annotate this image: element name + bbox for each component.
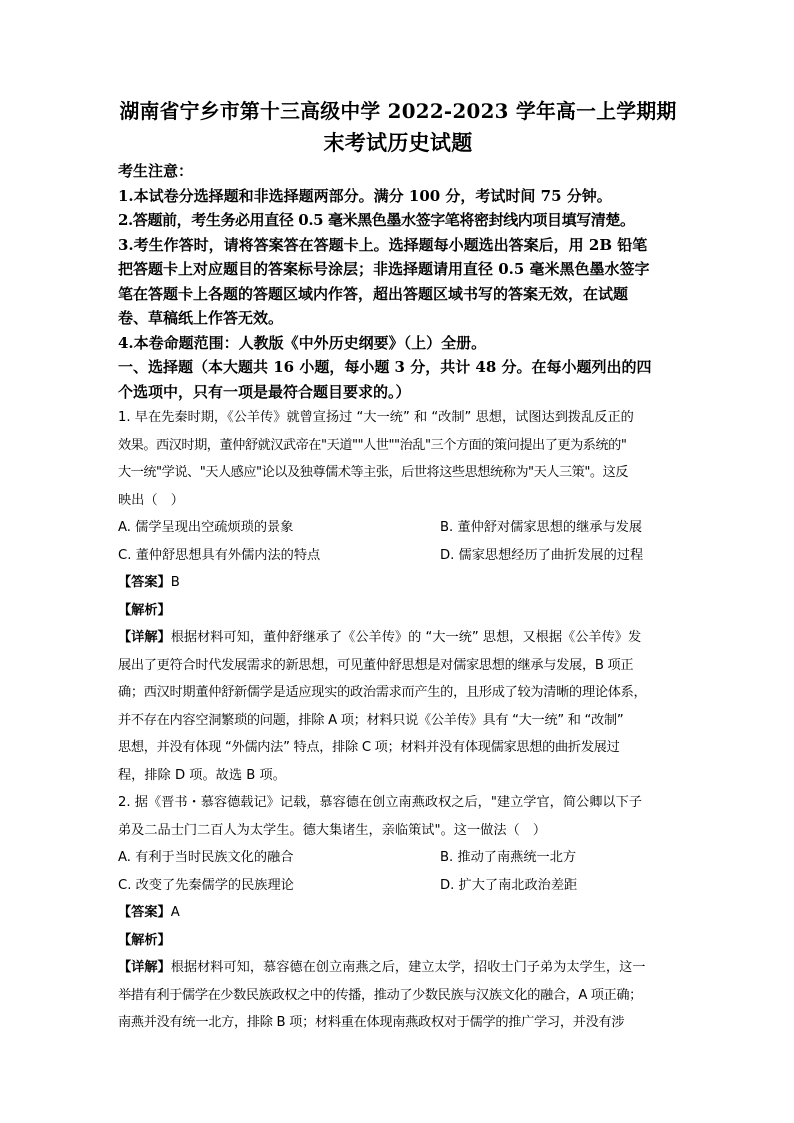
question-1-stem [118, 404, 678, 514]
option-d: D. 儒家思想经历了曲折发展的过程 [440, 547, 644, 563]
question-1-explanation [118, 624, 678, 789]
answer-line [118, 899, 678, 927]
notice-line: 2.答题前，考生务必用直径 0.5 毫米黑色墨水签字笔将密封线内项目填写清楚。 [118, 211, 635, 229]
notice-heading: 考生注意： [118, 162, 194, 180]
section-heading: 一、选择题（本大题共 16 小题，每小题 3 分，共计 48 分。在每小题列出的四 [118, 358, 652, 376]
explanation-line: 举措有利于儒学在少数民族政权之中的传播，推动了少数民族与汉族文化的融合，A 项正确； [118, 987, 642, 1003]
explanation-line: 程，排除 D 项。故选 B 项。 [118, 767, 286, 783]
explanation-line: 确；西汉时期董仲舒新儒学是适应现实的政治需求而产生的，且形成了较为清晰的理论体系， [118, 685, 647, 700]
option-b: B. 董仲舒对儒家思想的继承与发展 [440, 520, 643, 535]
option-a: A. 有利于当时民族文化的融合 [118, 850, 294, 865]
notice-line: 笔在答题卡上各题的答题区域内作答，超出答题区域书写的答案无效，在试题 [118, 284, 629, 303]
option-b: B. 推动了南燕统一北方 [440, 850, 577, 865]
exam-title [118, 95, 678, 159]
explanation-line: 并不存在内容空洞繁琐的问题，排除 A 项；材料只说《公羊传》具有 “大一统” 和 “改制” [118, 712, 624, 728]
explanation-line: 思想，并没有体现 “外儒内法” 特点，排除 C 项；材料并没有体现儒家思想的曲折发展过 [118, 740, 620, 755]
explanation-line: 展出了更符合时代发展需求的新思想，可见董仲舒思想是对儒家思想的继承与发展，B 项正 [118, 657, 634, 673]
question-2-explanation [118, 954, 678, 1037]
option-row [118, 844, 678, 872]
answer-value: B [170, 575, 180, 590]
section-heading: 个选项中，只有一项是最符合题目要求的。） [118, 382, 411, 401]
question-2-options [118, 844, 678, 899]
detail-tag: 【详解】 [118, 630, 171, 645]
exam-content [118, 95, 678, 1037]
explanation-line [118, 624, 678, 652]
question-line: 2. 据《晋书・慕容德载记》记载，慕容德在创立南燕政权之后，"建立学官，简公卿以下子 [118, 795, 642, 810]
explanation-text: 根据材料可知，董仲舒继承了《公羊传》的 “大一统” 思想，又根据《公羊传》发 [170, 630, 642, 645]
option-d: D. 扩大了南北政治差距 [440, 877, 578, 893]
detail-tag: 【详解】 [118, 960, 171, 975]
question-1-options [118, 514, 678, 569]
analysis-tag: 【解析】 [118, 602, 171, 618]
option-c: C. 改变了先秦儒学的民族理论 [118, 877, 294, 893]
notice-line: 3.考生作答时，请将答案答在答题卡上。选择题每小题选出答案后，用 2B 铅笔 [118, 235, 648, 254]
notice-line: 卷、草稿纸上作答无效。 [118, 309, 284, 327]
analysis-tag: 【解析】 [118, 932, 171, 948]
question-2-stem [118, 789, 678, 844]
question-line: 1. 早在先秦时期，《公羊传》就曾宣扬过 “大一统” 和 “改制” 思想，试图达到拨乱反正的 [118, 410, 634, 425]
answer-line [118, 569, 678, 597]
exam-title-line-1: 湖南省宁乡市第十三高级中学 2022-2023 学年高一上学期期 [119, 99, 677, 123]
option-row [118, 872, 678, 900]
candidate-notice [118, 159, 678, 404]
question-line: 大一统"学说、"天人感应"论以及独尊儒术等主张，后世将这些思想统称为"天人三策"。这反 [118, 465, 628, 480]
answer-tag: 【答案】 [118, 575, 171, 590]
option-row [118, 542, 678, 570]
explanation-text: 根据材料可知，慕容德在创立南燕之后，建立太学，招收士门子弟为太学生，这一 [170, 960, 646, 975]
question-line: 映出（ ） [118, 492, 184, 508]
option-row [118, 514, 678, 542]
notice-line: 把答题卡上对应题目的答案标号涂层；非选择题请用直径 0.5 毫米黑色墨水签字 [118, 260, 650, 278]
explanation-line: 南燕并没有统一北方，排除 B 项；材料重在体现南燕政权对于儒学的推广学习，并没有涉 [118, 1015, 625, 1030]
option-c: C. 董仲舒思想具有外儒内法的特点 [118, 547, 321, 563]
exam-title-line-2: 末考试历史试题 [323, 130, 473, 155]
question-line: 弟及二品士门二百人为太学生。德大集诸生，亲临策试"。这一做法（ ） [118, 822, 547, 838]
answer-value: A [170, 905, 180, 920]
explanation-line [118, 954, 678, 982]
question-line: 效果。西汉时期，董仲舒就汉武帝在"天道""人世""治乱"三个方面的策问提出了更为系统的" [118, 437, 627, 453]
notice-line: 1.本试卷分选择题和非选择题两部分。满分 100 分，考试时间 75 分钟。 [118, 186, 612, 205]
notice-line: 4.本卷命题范围：人教版《中外历史纲要》（上）全册。 [118, 333, 487, 352]
option-a: A. 儒学呈现出空疏烦琐的景象 [118, 520, 294, 535]
answer-tag: 【答案】 [118, 905, 171, 920]
